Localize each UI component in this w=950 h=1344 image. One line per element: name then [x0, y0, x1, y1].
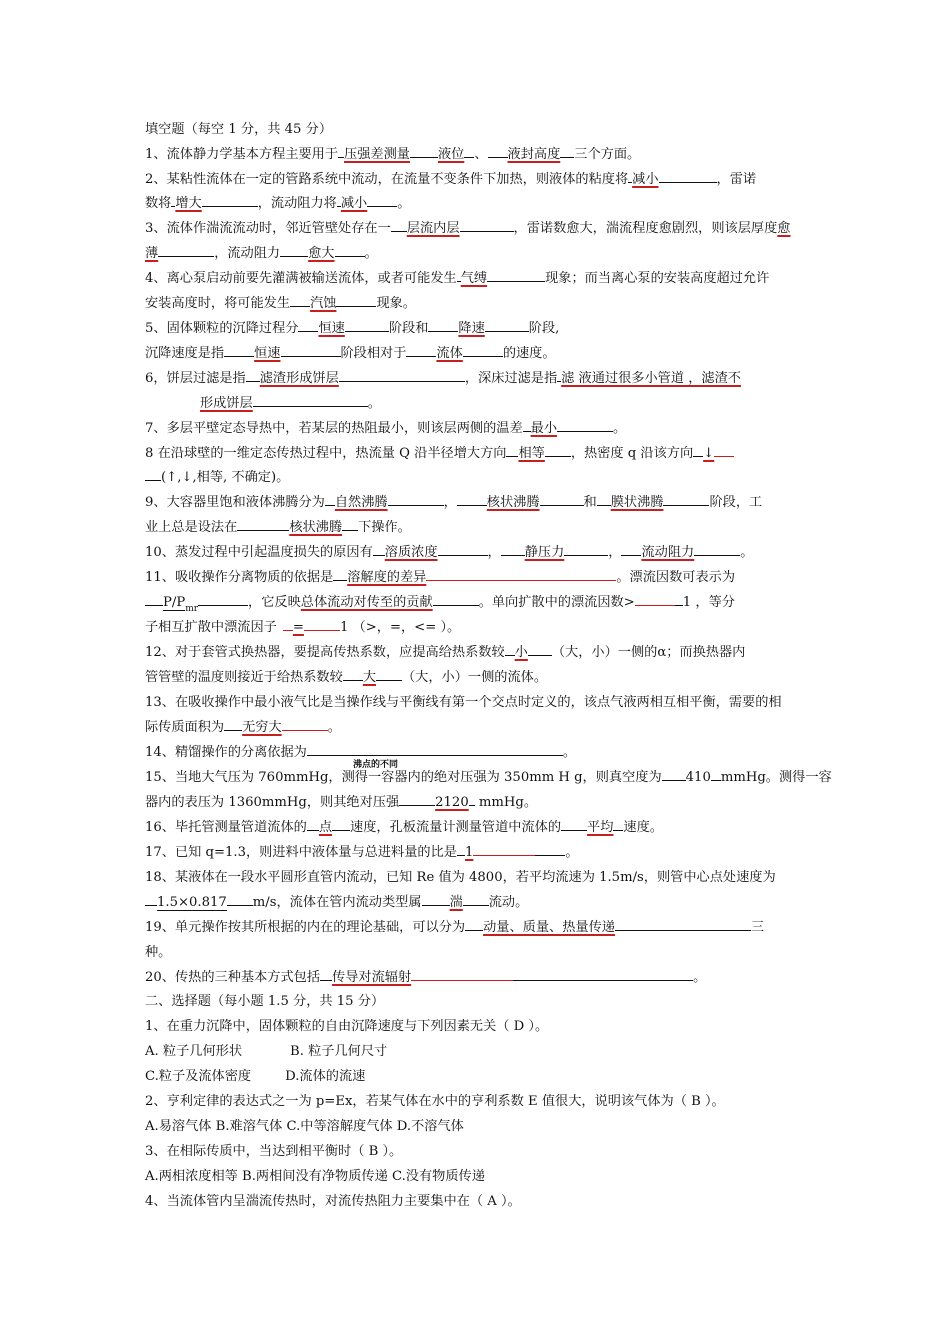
question-5: 5、固体颗粒的沉降过程分 恒速 阶段和 降速 阶段,	[145, 321, 560, 336]
question-11-line2: $P/P_{mr}$ ，它反映总体流动对传至的贡献 。单向扩散中的漂流因数> 1 ，等分	[145, 594, 835, 613]
answer: 气缚	[460, 271, 488, 286]
answer: 液封高度	[507, 147, 561, 162]
choice-3-options: A.两相浓度相等 B.两相间没有净物质传递 C.没有物质传递	[145, 1169, 485, 1184]
answer: 恒速	[254, 346, 281, 361]
question-9: 9、大容器里饱和液体沸腾分为 自然沸腾 ， 核状沸腾 和 膜状沸腾 阶段，工	[145, 495, 763, 510]
answer: 湍	[449, 895, 463, 910]
question-13-line2: 际传质面积为 无穷大 。	[145, 720, 341, 735]
answer: 动量、质量、热量传递	[483, 920, 615, 935]
question-6: 6，饼层过滤是指 滤渣形成饼层 ，深床过滤是指 滤 液通过很多小管道 ，滤渣不	[145, 371, 741, 386]
question-5-line2: 沉降速度是指 恒速 阶段相对于 流体 的速度。	[145, 346, 556, 361]
answer: 滤渣形成饼层	[259, 371, 339, 386]
answer: 1.5×0.817	[157, 895, 227, 910]
answer: 1	[465, 845, 474, 860]
answer: 自然沸腾	[334, 495, 388, 510]
question-4-line2: 安装高度时，将可能发生 汽蚀 现象。	[145, 296, 416, 311]
answer: 最小	[530, 421, 558, 436]
answer: 愈大	[308, 246, 335, 261]
answer: 平均	[587, 820, 614, 835]
question-10: 10、蒸发过程中引起温度损失的原因有 溶质浓度 ， 静压力 ， 流动阻力 。	[145, 545, 754, 560]
section2-title: 二、选择题（每小题 1.5 分，共 15 分）	[145, 994, 385, 1009]
choice-1: 1、在重力沉降中，固体颗粒的自由沉降速度与下列因素无关（ D ）。	[145, 1019, 549, 1034]
answer: 相等	[518, 446, 545, 461]
question-7: 7、多层平壁定态导热中，若某层的热阻最小，则该层两侧的温差 最小 。	[145, 421, 627, 436]
question-19: 19、单元操作按其所根据的内在的理论基础，可以分为 动量、质量、热量传递 三	[145, 920, 765, 935]
question-13: 13、在吸收操作中最小液气比是当操作线与平衡线有第一个交点时定义的，该点气液两相互相平衡，需要的相	[145, 695, 782, 710]
question-2: 2、某粘性流体在一定的管路系统中流动，在流量不变条件下加热，则液体的粘度将 减小 ，雷诺	[145, 172, 757, 187]
question-16: 16、毕托管测量管道流体的 点 速度，孔板流量计测量管道中流体的 平均 速度。	[145, 820, 663, 835]
question-11-line3: 子相互扩散中漂流因子 = 1 （>，=，<= ）。	[145, 620, 461, 635]
question-1: 1、流体静力学基本方程主要用于 压强差测量 液位 、 液封高度 三个方面。	[145, 147, 641, 162]
answer: 无穷大	[242, 720, 282, 735]
choice-2: 2、亨利定律的表达式之一为 p=Ex，若某气体在水中的亨利系数 E 值很大，说明该气体为（ B ）。	[145, 1094, 725, 1109]
answer: 溶解度的差异	[347, 570, 427, 585]
answer: P/P	[163, 595, 186, 610]
answer: 增大	[175, 196, 202, 211]
question-8-line2: (↑,↓,相等, 不确定)。	[145, 469, 835, 487]
question-18: 18、某液体在一段水平圆形直管内流动，已知 Re 值为 4800，若平均流速为 1.5m/s，则管中心点处速度为	[145, 870, 776, 885]
answer: 2120	[435, 795, 469, 810]
answer: 愈	[777, 221, 791, 236]
question-18-line2: 1.5×0.817 m/s，流体在管内流动类型属 湍 流动。	[145, 894, 835, 912]
answer: 410	[685, 770, 711, 785]
question-20: 20、传热的三种基本方式包括 传导对流辐射 。	[145, 970, 707, 985]
question-2-line2: 数将 增大 ，流动阻力将 减小 。	[145, 196, 411, 211]
answer: 核状沸腾	[289, 520, 343, 535]
choice-1-options-b: C.粒子及流体密度 D.流体的流速	[145, 1069, 366, 1084]
question-12-line2: 管管壁的温度则接近于给热系数较 大 （大，小）一侧的流体。	[145, 670, 548, 685]
answer: 总体流动对传至的贡献	[300, 595, 433, 610]
question-9-line2: 业上总是设法在 核状沸腾 下操作。	[145, 520, 411, 535]
answer: 膜状沸腾	[610, 495, 664, 510]
answer: 液位	[437, 147, 465, 162]
choice-3: 3、在相际传质中，当达到相平衡时（ B ）。	[145, 1144, 403, 1159]
question-3-line2: 薄 ，流动阻力 愈大 。	[145, 246, 378, 261]
answer: 传导对流辐射	[332, 970, 412, 985]
answer: 形成饼层	[200, 396, 253, 411]
answer: 流动阻力	[641, 545, 695, 560]
answer: =	[292, 620, 304, 635]
answer: 流体	[436, 346, 463, 361]
answer: 减小	[340, 196, 368, 211]
answer: 滤 液通过很多小管道 ，滤渣不	[561, 371, 741, 386]
question-8: 8 在沿球壁的一维定态传热过程中，热流量 Q 沿半径增大方向 相等 ，热密度 q 沿该方向 ↓	[145, 445, 835, 463]
answer: 汽蚀	[310, 296, 337, 311]
question-4: 4、离心泵启动前要先灌满被输送流体，或者可能发生 气缚 现象；而当离心泵的安装高度超过允许	[145, 271, 770, 286]
question-15-line2: 器内的表压为 1360mmHg，则其绝对压强 2120 mmHg。	[145, 795, 538, 810]
answer: 压强差测量	[344, 147, 410, 162]
answer: 小	[514, 645, 528, 660]
answer: 恒速	[318, 321, 345, 336]
answer: ↓	[703, 446, 715, 461]
question-15: 15、当地大气压为 760mmHg，测得一容器内的绝对压强为 350mm H g，则真空度为 410 mmHg。测得一容	[145, 770, 832, 785]
answer: 薄	[145, 246, 159, 261]
question-19-line2: 种。	[145, 945, 172, 960]
section1-title: 填空题（每空 1 分，共 45 分）	[145, 122, 333, 137]
question-11: 11、吸收操作分离物质的依据是 溶解度的差异 。漂流因数可表示为	[145, 570, 736, 585]
answer: 点	[318, 820, 333, 835]
question-3: 3、流体作湍流流动时，邻近管壁处存在一 层流内层 ，雷诺数愈大，湍流程度愈剧烈，则该层厚度愈	[145, 221, 791, 236]
answer: 大	[362, 670, 376, 685]
question-6-line2: 形成饼层 。	[200, 396, 381, 411]
choice-1-options-a: A. 粒子几何形状 B. 粒子几何尺寸	[145, 1044, 388, 1059]
choice-2-options: A.易溶气体 B.难溶气体 C.中等溶解度气体 D.不溶气体	[145, 1119, 464, 1134]
answer: 静压力	[524, 545, 565, 560]
question-17: 17、已知 q=1.3，则进料中液体量与总进料量的比是 1 。	[145, 845, 579, 860]
answer: 溶质浓度	[384, 545, 438, 560]
answer: 降速	[458, 321, 485, 336]
answer: 减小	[632, 172, 659, 187]
question-14: 14、精馏操作的分离依据为 。	[145, 745, 577, 760]
answer: 沸点的不同	[353, 760, 399, 770]
question-12: 12、对于套管式换热器，要提高传热系数，应提高给热系数较 小 （大，小）一侧的α；而换热器内	[145, 645, 746, 660]
choice-4: 4、当流体管内呈湍流传热时，对流传热阻力主要集中在（ A ）。	[145, 1194, 521, 1209]
answer: 层流内层	[406, 221, 460, 236]
answer: 核状沸腾	[486, 495, 540, 510]
